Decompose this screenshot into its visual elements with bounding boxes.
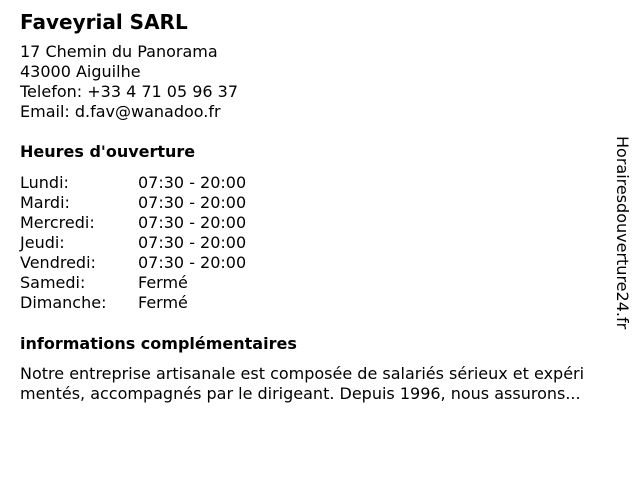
hours-row-sunday <box>20 293 620 313</box>
street-address: 17 Chemin du Panorama <box>20 42 218 61</box>
hours-row-thursday <box>20 233 620 253</box>
additional-info-text: Notre entreprise artisanale est composée de salariés sérieux et expéri mentés, accompagnés par le dirigeant. Depuis 1996, nous assurons... <box>20 364 585 403</box>
hours-row-saturday <box>20 273 620 293</box>
hours-day: Mercredi: <box>20 213 95 232</box>
hours-day: Samedi: <box>20 273 86 292</box>
additional-info-heading: informations complémentaires <box>20 334 297 353</box>
email-address: Email: d.fav@wanadoo.fr <box>20 102 221 121</box>
hours-time: 07:30 - 20:00 <box>138 193 247 212</box>
hours-day: Dimanche: <box>20 293 107 312</box>
hours-time: 07:30 - 20:00 <box>138 233 247 252</box>
hours-row-tuesday <box>20 193 620 213</box>
opening-hours-list <box>20 173 620 313</box>
hours-day: Jeudi: <box>20 233 65 252</box>
hours-row-monday <box>20 173 620 193</box>
hours-day: Mardi: <box>20 193 70 212</box>
address-block <box>20 42 620 122</box>
hours-row-wednesday <box>20 213 620 233</box>
city-postal: 43000 Aiguilhe <box>20 62 141 81</box>
hours-row-friday <box>20 253 620 273</box>
business-name: Faveyrial SARL <box>20 10 188 34</box>
hours-day: Vendredi: <box>20 253 96 272</box>
hours-time: 07:30 - 20:00 <box>138 213 247 232</box>
hours-time: 07:30 - 20:00 <box>138 253 247 272</box>
hours-time: Fermé <box>138 273 188 292</box>
hours-day: Lundi: <box>20 173 69 192</box>
hours-heading: Heures d'ouverture <box>20 142 196 161</box>
site-watermark: Horairesdouverture24.fr <box>613 136 632 330</box>
hours-time: Fermé <box>138 293 188 312</box>
phone-number: Telefon: +33 4 71 05 96 37 <box>20 82 239 101</box>
business-card <box>20 8 620 404</box>
hours-time: 07:30 - 20:00 <box>138 173 247 192</box>
